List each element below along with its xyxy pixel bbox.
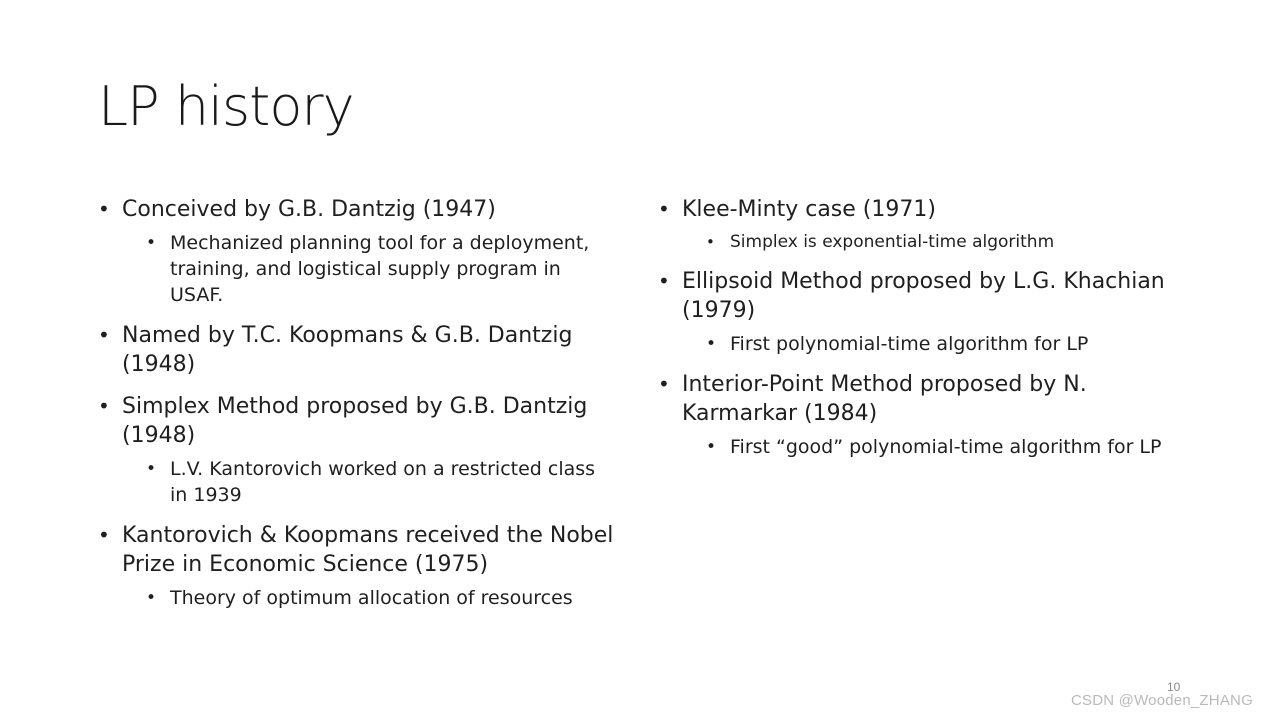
list-item — [658, 195, 1178, 254]
list-item — [98, 521, 618, 611]
sub-bullet-text: • L.V. Kantorovich worked on a restricted class in 1939 — [98, 456, 618, 508]
page-number: 10 — [1167, 680, 1181, 694]
list-item — [98, 321, 618, 379]
bullet-text: • Conceived by G.B. Dantzig (1947) — [98, 195, 618, 224]
bullet-text: • Kantorovich & Koopmans received the Nobel Prize in Economic Science (1975) — [98, 521, 618, 579]
list-item — [658, 370, 1178, 460]
bullet-text: • Simplex Method proposed by G.B. Dantzig (1948) — [98, 392, 618, 450]
bullet-text: • Named by T.C. Koopmans & G.B. Dantzig (1948) — [98, 321, 618, 379]
list-item — [658, 267, 1178, 357]
sub-bullet-text: • Simplex is exponential-time algorithm — [658, 230, 1178, 254]
bullet-text: • Ellipsoid Method proposed by L.G. Khachian (1979) — [658, 267, 1178, 325]
slide-title: LP history — [98, 75, 354, 138]
sub-bullet-text: • Theory of optimum allocation of resources — [98, 585, 618, 611]
left-column — [98, 195, 618, 624]
watermark-text: CSDN @Wooden_ZHANG — [1071, 692, 1253, 709]
sub-bullet-text: • First polynomial-time algorithm for LP — [658, 331, 1178, 357]
sub-bullet-text: • First “good” polynomial-time algorithm for LP — [658, 434, 1178, 460]
list-item — [98, 195, 618, 308]
right-column — [658, 195, 1178, 473]
bullet-text: • Klee-Minty case (1971) — [658, 195, 1178, 224]
sub-bullet-text: • Mechanized planning tool for a deployment, training, and logistical supply program in USAF. — [98, 230, 618, 308]
bullet-text: • Interior-Point Method proposed by N. Karmarkar (1984) — [658, 370, 1178, 428]
list-item — [98, 392, 618, 508]
